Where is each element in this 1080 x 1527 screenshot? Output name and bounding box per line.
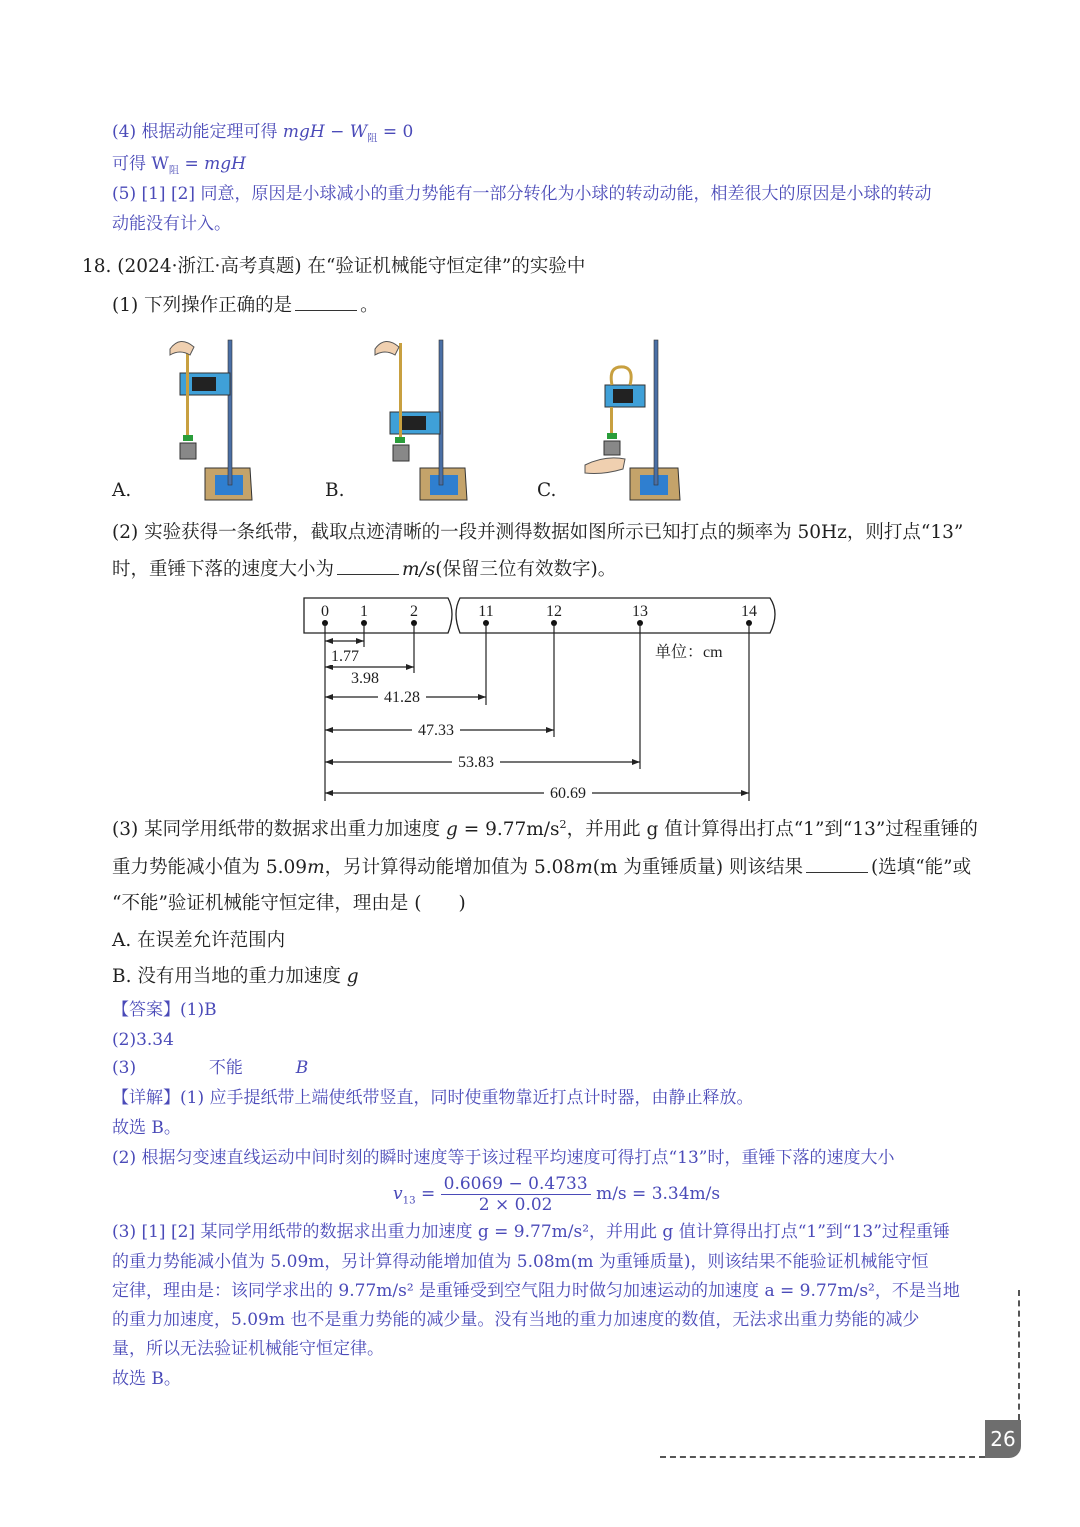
velocity-formula: $v_{13}$ = $\frac{0.6069 - 0.4733}{2 \times 0.02}$ m/s = 3.34m/s <box>393 1174 721 1215</box>
arrowhead <box>632 759 640 765</box>
hand <box>375 341 399 355</box>
apparatus-figure-b <box>365 335 475 505</box>
numerator: 0.6069 − 0.4733 <box>441 1174 591 1195</box>
text: 重力势能减小值为 5.09 <box>112 857 308 878</box>
math: g <box>346 966 359 987</box>
part-3-prompt-line-3: “不能”验证机械能守恒定律，理由是 ( ) <box>112 893 466 914</box>
hand <box>585 458 625 474</box>
part-1-prompt <box>112 294 379 317</box>
detail-line-7: 的重力加速度，5.09m 也不是重力势能的减少量。没有当地的重力加速度的数值，无法求出重力势能的减少 <box>112 1310 920 1330</box>
detail-line-2: 故选 B。 <box>112 1118 181 1138</box>
text: = 0 <box>377 122 414 142</box>
text: B. 没有用当地的重力加速度 <box>112 966 347 987</box>
text: ，另计算得动能增加值为 5.08 <box>324 857 576 878</box>
page-number: 26 <box>985 1420 1021 1458</box>
tick-label-0: 0 <box>321 603 329 620</box>
apparatus-figure-c <box>580 335 700 505</box>
math: B <box>295 1058 309 1078</box>
part-2-prompt-line-2 <box>112 558 616 581</box>
prev-line-3: (5) [1] [2] 同意，原因是小球减小的重力势能有一部分转化为小球的转动动能，相差很大的原因是小球的转动 <box>112 184 932 204</box>
arrowhead <box>325 727 333 733</box>
figure-label-a: A. <box>112 480 132 501</box>
base-pad <box>430 475 458 495</box>
clip <box>395 437 405 443</box>
dist-label-12: 47.33 <box>418 722 454 739</box>
paper-tape-lower <box>610 407 613 435</box>
text: (m 为重锤质量) 则该结果 <box>592 857 803 878</box>
arrowhead <box>325 790 333 796</box>
tick-label-11: 11 <box>478 603 494 620</box>
option-b <box>112 966 359 988</box>
denominator: 2 × 0.02 <box>478 1195 553 1215</box>
text: (保留三位有效数字)。 <box>435 559 617 580</box>
dist-label-14: 60.69 <box>550 785 586 802</box>
text: ，并用此 g 值计算得出打点“1”到“13”过程重锤的 <box>566 819 978 841</box>
detail-line-6: 定律，理由是：该同学求出的 9.77m/s² 是重锤受到空气阻力时做匀加速运动的加速度 a = 9.77m/s²，不是当地 <box>112 1281 960 1301</box>
dist-label-13: 53.83 <box>458 754 494 771</box>
weight <box>180 443 196 459</box>
math: = mgH <box>179 154 246 174</box>
detail-line-4: (3) [1] [2] 某同学用纸带的数据求出重力加速度 g = 9.77m/s²，并用此 g 值计算得出打点“1”到“13”过程重锤 <box>112 1222 950 1242</box>
apparatus-figure-a <box>150 335 260 505</box>
text: (4) 根据动能定理可得 <box>112 122 283 142</box>
detail-line-9: 故选 B。 <box>112 1369 181 1389</box>
weight <box>393 445 409 461</box>
option-a: A. 在误差允许范围内 <box>112 930 286 951</box>
dashed-border-vertical <box>1018 1290 1020 1420</box>
timer-core <box>402 416 426 430</box>
paper-tape <box>186 343 189 435</box>
text: (3) 某同学用纸带的数据求出重力加速度 <box>112 819 446 841</box>
arrowhead <box>406 664 414 670</box>
detail-line-3: (2) 根据匀变速直线运动中间时刻的瞬时速度等于该过程平均速度可得打点“13”时，重锤下落的速度大小 <box>112 1148 895 1168</box>
prev-line-2 <box>112 154 246 178</box>
answer-blank <box>806 856 868 873</box>
answer-line-2: (2)3.34 <box>112 1030 174 1050</box>
detail-line-8: 量，所以无法验证机械能守恒定律。 <box>112 1339 384 1359</box>
arrowhead <box>478 694 486 700</box>
tape-points <box>322 620 752 626</box>
answer-blank <box>337 558 399 575</box>
text: = 9.77m/s <box>457 819 560 841</box>
text: (选填“能”或 <box>871 857 972 878</box>
text: 可得 W <box>112 154 169 174</box>
text: (3) <box>112 1058 137 1078</box>
part-3-prompt-line-2 <box>112 856 971 879</box>
detail-line-5: 的重力势能减小值为 5.09m，另计算得动能增加值为 5.08m(m 为重锤质量)，则该结果不能验证机械能守恒 <box>112 1252 929 1272</box>
arrowhead <box>325 759 333 765</box>
text: 。 <box>360 295 379 316</box>
prev-line-1 <box>112 122 413 146</box>
part-3-prompt-line-1 <box>112 818 978 841</box>
answer-blank <box>295 294 357 311</box>
dist-label-1: 1.77 <box>331 648 359 665</box>
figure-label-b: B. <box>325 480 345 501</box>
tape-segment-right <box>456 598 775 633</box>
math-sub: 阻 <box>367 133 378 145</box>
arrowhead <box>325 694 333 700</box>
paper-tape <box>611 367 631 385</box>
prev-line-4: 动能没有计入。 <box>112 214 231 234</box>
answer-line-3 <box>112 1058 308 1078</box>
stand-rod <box>228 340 232 485</box>
math: v <box>393 1184 403 1204</box>
dashed-border-horizontal <box>660 1456 985 1458</box>
part-2-prompt-line-1: (2) 实验获得一条纸带，截取点迹清晰的一段并测得数据如图所示已知打点的频率为 50Hz，则打点“13” <box>112 522 964 543</box>
tick-label-1: 1 <box>360 603 368 620</box>
text: m/s = 3.34m/s <box>596 1184 721 1204</box>
clip <box>183 435 193 441</box>
text: 时，重锤下落的速度大小为 <box>112 559 335 580</box>
text: (1) 下列操作正确的是 <box>112 295 293 316</box>
arrowhead <box>546 727 554 733</box>
fraction <box>441 1174 591 1215</box>
unit-label: 单位：cm <box>655 644 723 661</box>
arrowhead <box>356 638 364 644</box>
figure-label-c: C. <box>537 480 557 501</box>
timer-core <box>613 389 633 403</box>
unit: m/s <box>402 559 436 580</box>
question-18-heading: 18. (2024·浙江·高考真题) 在“验证机械能守恒定律”的实验中 <box>82 256 586 277</box>
math: g <box>445 819 458 841</box>
answer-line-1: 【答案】(1)B <box>112 1000 217 1020</box>
stand-rod <box>654 340 658 485</box>
hand <box>170 341 194 355</box>
tick-label-2: 2 <box>410 603 418 620</box>
arrowhead <box>325 638 333 644</box>
math-sub: 13 <box>402 1195 416 1207</box>
arrowheads <box>325 638 749 796</box>
weight <box>604 441 620 455</box>
paper-tape <box>399 343 402 443</box>
arrowhead <box>741 790 749 796</box>
tick-label-14: 14 <box>741 603 757 620</box>
text: 不能 <box>208 1058 243 1078</box>
detail-line-1: 【详解】(1) 应手提纸带上端使纸带竖直，同时使重物靠近打点计时器，由静止释放。 <box>112 1088 754 1108</box>
superscript: 2 <box>559 818 567 831</box>
math: m <box>575 857 593 878</box>
math: mgH − W <box>282 122 368 142</box>
clip <box>607 433 617 439</box>
dist-label-2: 3.98 <box>351 670 379 687</box>
math-sub: 阻 <box>168 165 180 177</box>
tick-label-12: 12 <box>546 603 562 620</box>
math: m <box>307 857 325 878</box>
tick-label-13: 13 <box>632 603 648 620</box>
timer-core <box>192 377 216 391</box>
paper-tape-diagram <box>300 595 785 807</box>
dist-label-11: 41.28 <box>384 689 420 706</box>
